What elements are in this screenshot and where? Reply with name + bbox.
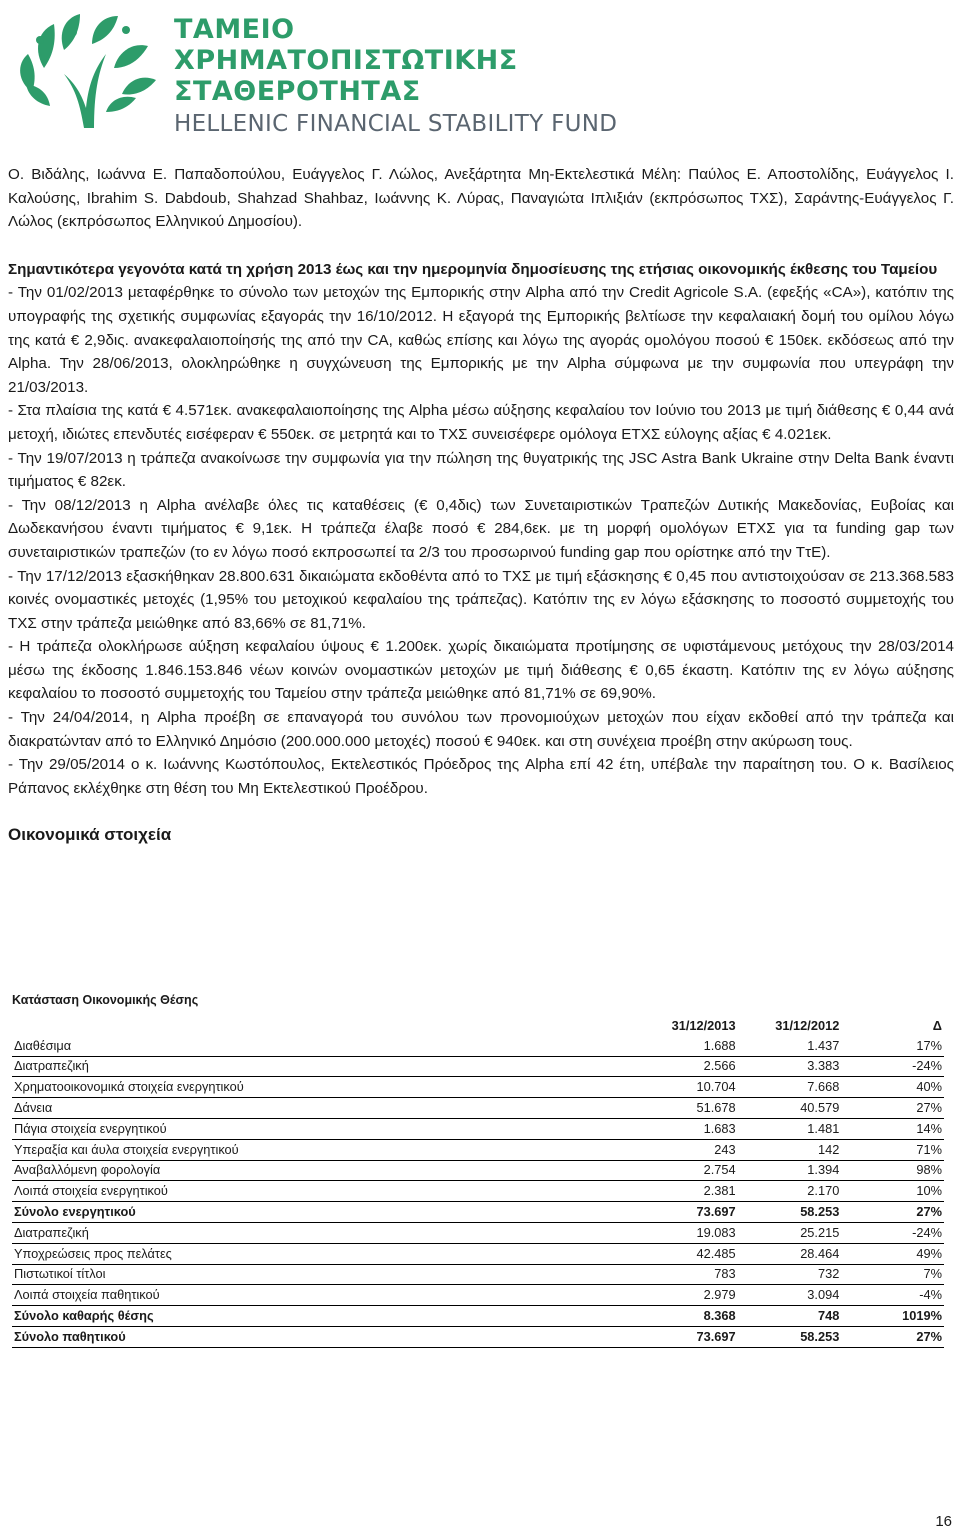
value-delta: -4% <box>841 1285 944 1306</box>
row-label: Υπεραξία και άυλα στοιχεία ενεργητικού <box>12 1139 590 1160</box>
value-2013: 2.979 <box>590 1285 738 1306</box>
row-label: Διατραπεζική <box>12 1222 590 1243</box>
value-delta: 98% <box>841 1160 944 1181</box>
value-2013: 10.704 <box>590 1077 738 1098</box>
value-2012: 3.383 <box>738 1056 842 1077</box>
value-delta: 27% <box>841 1202 944 1223</box>
header-delta: Δ <box>932 1017 942 1033</box>
financials-heading: Οικονομικά στοιχεία <box>8 825 172 845</box>
value-2013: 243 <box>590 1139 738 1160</box>
value-delta: -24% <box>841 1222 944 1243</box>
value-delta: -24% <box>841 1056 944 1077</box>
value-2012: 1.437 <box>738 1036 842 1056</box>
value-2013: 2.566 <box>590 1056 738 1077</box>
row-label: Λοιπά στοιχεία παθητικού <box>12 1285 590 1306</box>
value-2012: 28.464 <box>738 1243 842 1264</box>
table-row <box>12 1036 944 1056</box>
value-delta: 49% <box>841 1243 944 1264</box>
value-2012: 58.253 <box>738 1326 842 1347</box>
value-2013: 2.381 <box>590 1181 738 1202</box>
logo-line-1: ΤΑΜΕΙΟ <box>174 14 295 45</box>
header-label <box>12 1016 590 1036</box>
table-row <box>12 1118 944 1139</box>
table-row <box>12 1264 944 1285</box>
row-label: Αναβαλλόμενη φορολογία <box>12 1160 590 1181</box>
row-label: Σύνολο ενεργητικού <box>12 1202 590 1223</box>
value-2013: 1.683 <box>590 1118 738 1139</box>
row-label: Πιστωτικοί τίτλοι <box>12 1264 590 1285</box>
value-delta: 7% <box>841 1264 944 1285</box>
value-delta: 27% <box>841 1326 944 1347</box>
value-2013: 42.485 <box>590 1243 738 1264</box>
value-2012: 732 <box>738 1264 842 1285</box>
table-row <box>12 1243 944 1264</box>
value-2012: 1.481 <box>738 1118 842 1139</box>
value-delta: 14% <box>841 1118 944 1139</box>
row-label: Διαθέσιμα <box>12 1036 590 1056</box>
table-row <box>12 1202 944 1223</box>
event-item: - Την 17/12/2013 εξασκήθηκαν 28.800.631 δικαιώματα εκδοθέντα από το ΤΧΣ με τιμή εξάσκησης € 0,45 που αντιστοιχούσαν σε 213.368.583 κοινές ονομαστικές μετοχές (1,95% του μετοχικού κεφαλαίου της τράπεζας). Κατόπιν της εν λόγω εξάσκησης το ποσοστό συμμετοχής του ΤΧΣ στην τράπεζα μειώθηκε από 83,66% σε 81,71%. <box>8 567 954 632</box>
row-label: Χρηματοοικονομικά στοιχεία ενεργητικού <box>12 1077 590 1098</box>
value-2012: 3.094 <box>738 1285 842 1306</box>
value-2012: 25.215 <box>738 1222 842 1243</box>
row-label: Σύνολο παθητικού <box>12 1326 590 1347</box>
table-row <box>12 1139 944 1160</box>
table-row <box>12 1222 944 1243</box>
value-2013: 51.678 <box>590 1098 738 1119</box>
logo-line-3: ΣΤΑΘΕΡΟΤΗΤΑΣ <box>174 76 421 107</box>
board-members-paragraph: Ο. Βιδάλης, Ιωάννα Ε. Παπαδοπούλου, Ευάγγελος Γ. Λώλος, Ανεξάρτητα Μη-Εκτελεστικά Μέλη: Παύλος Ε. Αποστολίδης, Ευάγγελος Ι. Καλούσης, Ibrahim S. Dabdoub, Shahzad Shahbaz, Ιωάννης Κ. Λύρας, Παναγιώτα Ιπλιξιάν (εκπρόσωπος ΤΧΣ), Σαράντης-Ευάγγελος Γ. Λώλος (εκπρόσωπος Ελληνικού Δημοσίου). <box>8 166 954 231</box>
value-2012: 2.170 <box>738 1181 842 1202</box>
value-delta: 40% <box>841 1077 944 1098</box>
table-title: Κατάσταση Οικονομικής Θέσης <box>12 993 199 1007</box>
value-delta: 10% <box>841 1181 944 1202</box>
event-item: - Την 29/05/2014 ο κ. Ιωάννης Κωστόπουλος, Εκτελεστικός Πρόεδρος της Alpha επί 42 έτη, υπέβαλε την παραίτηση του. Ο κ. Βασίλειος Ράπανος εκλέχθηκε στη θέση του Μη Εκτελεστικού Προέδρου. <box>8 756 954 797</box>
event-item: - Την 01/02/2013 μεταφέρθηκε το σύνολο των μετοχών της Εμπορικής στην Alpha από την Credit Agricole S.A. (εφεξής «CA»), κατόπιν της υπογραφής της σχετικής συμφωνίας εξαγοράς την 16/10/2012. Η εξαγορά της Εμπορικής βελτίωσε την κεφαλαιακή δομή του ομίλου λόγω της κατά € 2,9δις. ανακεφαλαιοποίησής της από την CA, καθώς επίσης και λόγω της αγοράς ομολόγου ποσού € 150εκ. εκδόσεως από την Alpha. Την 28/06/2013, ολοκληρώθηκε η συγχώνευση της Εμπορικής με την Alpha σύμφωνα με την συμφωνία που υπεγράφη την 21/03/2013. <box>8 284 954 396</box>
value-2013: 19.083 <box>590 1222 738 1243</box>
logo-line-2: ΧΡΗΜΑΤΟΠΙΣΤΩΤΙΚΗΣ <box>174 45 518 76</box>
logo-english: HELLENIC FINANCIAL STABILITY FUND <box>174 111 618 137</box>
header-2013: 31/12/2013 <box>671 1017 736 1033</box>
table-row <box>12 1181 944 1202</box>
value-2013: 8.368 <box>590 1306 738 1327</box>
row-label: Σύνολο καθαρής θέσης <box>12 1306 590 1327</box>
row-label: Διατραπεζική <box>12 1056 590 1077</box>
table-row <box>12 1326 944 1347</box>
table-row <box>12 1306 944 1327</box>
value-delta: 27% <box>841 1098 944 1119</box>
document-body <box>8 163 954 846</box>
financial-position-table-block <box>12 992 944 1348</box>
events-heading: Σημαντικότερα γεγονότα κατά τη χρήση 2013 έως και την ημερομηνία δημοσίευσης της ετήσιας οικονομικής έκθεσης του Ταμείου <box>8 260 938 278</box>
table-row <box>12 1056 944 1077</box>
value-delta: 71% <box>841 1139 944 1160</box>
value-delta: 1019% <box>841 1306 944 1327</box>
value-2012: 7.668 <box>738 1077 842 1098</box>
value-2012: 142 <box>738 1139 842 1160</box>
event-item: - Την 08/12/2013 η Alpha ανέλαβε όλες τις καταθέσεις (€ 0,4δις) των Συνεταιριστικών Τραπεζών Δυτικής Μακεδονίας, Ευβοίας και Δωδεκανήσου έναντι τιμήματος € 9,1εκ. Η τράπεζα έλαβε ποσό € 284,6εκ. με τη μορφή ομολόγων ΕΤΧΣ για τα funding gap των συνεταιριστικών τραπεζών (το εν λόγω ποσό εκπροσωπεί τα 2/3 του προσωρινού funding gap που ορίστηκε από την ΤτΕ). <box>8 496 954 561</box>
event-item: - Την 19/07/2013 η τράπεζα ανακοίνωσε την συμφωνία για την πώληση της θυγατρικής της JSC Astra Bank Ukraine στην Delta Bank έναντι τιμήματος € 82εκ. <box>8 449 954 491</box>
event-item: - Στα πλαίσια της κατά € 4.571εκ. ανακεφαλαιοποίησης της Alpha μέσω αύξησης κεφαλαίου τον Ιούνιο του 2013 με τιμή διάθεσης € 0,44 ανά μετοχή, ιδιώτες επενδυτές εισέφεραν € 550εκ. σε μετρητά και το ΤΧΣ συνεισέφερε ομόλογα ΕΤΧΣ εύλογης αξίας € 4.021εκ. <box>8 402 954 443</box>
value-2012: 58.253 <box>738 1202 842 1223</box>
page-number: 16 <box>935 1513 952 1530</box>
event-item: - Την 24/04/2014, η Alpha προέβη σε επαναγορά του συνόλου των προνομιούχων μετοχών που είχαν εκδοθεί από την τράπεζα και διακρατώνταν από το Ελληνικό Δημόσιο (200.000.000 μετοχές) ποσού € 940εκ. και στη συνέχεια προέβη στην ακύρωση τους. <box>8 709 954 750</box>
value-2013: 783 <box>590 1264 738 1285</box>
hfsf-logo <box>14 10 634 135</box>
tree-emblem-icon <box>14 10 164 135</box>
value-2013: 2.754 <box>590 1160 738 1181</box>
row-label: Πάγια στοιχεία ενεργητικού <box>12 1118 590 1139</box>
table-row <box>12 1160 944 1181</box>
value-2012: 40.579 <box>738 1098 842 1119</box>
table-row <box>12 1098 944 1119</box>
value-2013: 1.688 <box>590 1036 738 1056</box>
value-delta: 17% <box>841 1036 944 1056</box>
row-label: Υποχρεώσεις προς πελάτες <box>12 1243 590 1264</box>
table-row <box>12 1285 944 1306</box>
row-label: Λοιπά στοιχεία ενεργητικού <box>12 1181 590 1202</box>
financial-position-table <box>12 1016 944 1348</box>
table-row <box>12 1077 944 1098</box>
value-2012: 1.394 <box>738 1160 842 1181</box>
value-2013: 73.697 <box>590 1326 738 1347</box>
table-header-row <box>12 1016 944 1036</box>
header-2012: 31/12/2012 <box>775 1017 840 1033</box>
row-label: Δάνεια <box>12 1098 590 1119</box>
value-2012: 748 <box>738 1306 842 1327</box>
event-item: - Η τράπεζα ολοκλήρωσε αύξηση κεφαλαίου ύψους € 1.200εκ. χωρίς δικαιώματα προτίμησης σε υφιστάμενους μετόχους την 28/03/2014 μέσω της έκδοσης 1.846.153.846 νέων κοινών ονομαστικών μετοχών με τιμή διάθεσης € 0,65 έκαστη. Κατόπιν της εν λόγω αύξησης κεφαλαίου το ποσοστό συμμετοχής του Ταμείου στην τράπεζα μειώθηκε από 81,71% σε 69,90%. <box>8 638 954 703</box>
value-2013: 73.697 <box>590 1202 738 1223</box>
